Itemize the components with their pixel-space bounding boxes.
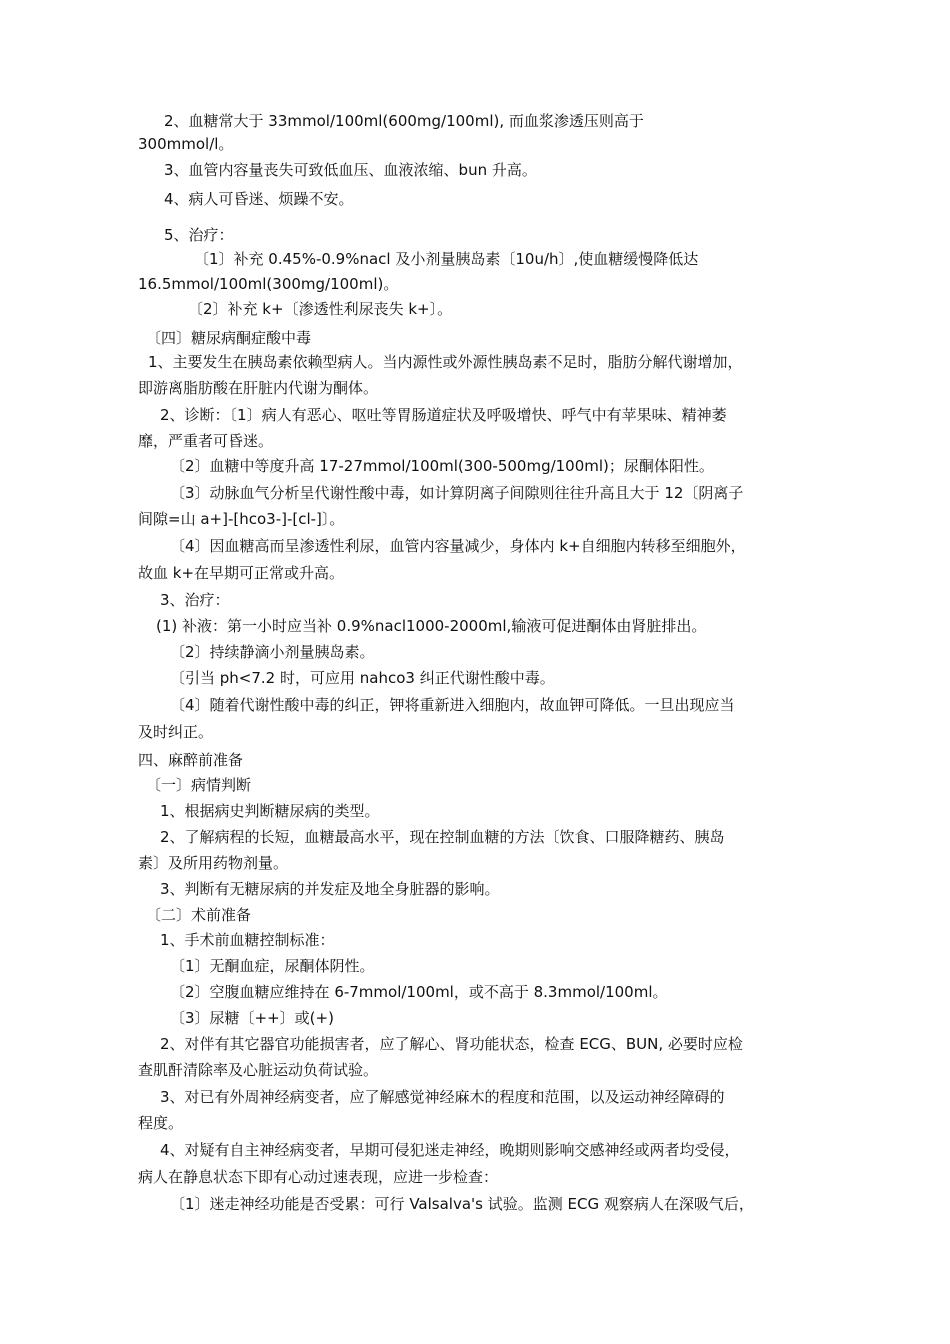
text-line: 2、血糖常大于 33mmol/100ml(600mg/100ml), 而血浆渗透压则高于 (164, 112, 644, 130)
text-line: 〔4〕因血糖高而呈渗透性利尿，血管内容量减少，身体内 k+自细胞内转移至细胞外， (170, 537, 746, 555)
text-line: 程度。 (138, 1114, 184, 1132)
text-line: 〔4〕随着代谢性酸中毒的纠正，钾将重新进入细胞内，故血钾可降低。一旦出现应当 (170, 696, 735, 714)
text-line: 〔2〕血糖中等度升高 17-27mmol/100ml(300-500mg/100ml)；尿酮体阳性。 (170, 457, 714, 475)
text-line: 1、根据病史判断糖尿病的类型。 (160, 802, 380, 820)
section-heading: 〔四〕糖尿病酮症酸中毒 (146, 329, 312, 347)
text-line: 即游离脂肪酸在肝脏内代谢为酮体。 (138, 379, 379, 397)
text-line: 3、血管内容量丧失可致低血压、血液浓缩、bun 升高。 (164, 161, 537, 179)
text-line: 3、判断有无糖尿病的并发症及地全身脏器的影响。 (160, 880, 500, 898)
text-line: 〔3〕动脉血气分析呈代谢性酸中毒，如计算阴离子间隙则往往升高且大于 12〔阴离子 (170, 484, 744, 502)
text-line: 4、病人可昏迷、烦躁不安。 (164, 190, 354, 208)
text-line: 300mmol/l。 (138, 135, 234, 153)
text-line: (1) 补液：第一小时应当补 0.9%nacl1000-2000ml,输液可促进酮体由肾脏排出。 (156, 617, 707, 635)
text-line: 素〕及所用药物剂量。 (138, 854, 289, 872)
section-heading: 〔二〕术前准备 (146, 906, 252, 924)
text-line: 查肌酐清除率及心脏运动负荷试验。 (138, 1061, 379, 1079)
text-line: 5、治疗： (164, 226, 234, 244)
text-line: 〔1〕迷走神经功能是否受累：可行 Valsalva's 试验。监测 ECG 观察病人在深吸气后， (170, 1195, 754, 1213)
text-line: 〔1〕补充 0.45%-0.9%nacl 及小剂量胰岛素〔10u/h〕,使血糖缓慢降低达 (194, 250, 699, 268)
text-line: 〔引当 ph<7.2 时，可应用 nahco3 纠正代谢性酸中毒。 (170, 669, 555, 687)
text-line: 故血 k+在早期可正常或升高。 (138, 564, 345, 582)
section-heading: 四、麻醉前准备 (138, 751, 244, 769)
text-line: 〔3〕尿糖〔++〕或(+) (170, 1009, 334, 1027)
text-line: 2、对伴有其它器官功能损害者，应了解心、肾功能状态，检查 ECG、BUN, 必要时应检 (160, 1035, 743, 1053)
text-line: 靡，严重者可昏迷。 (138, 432, 274, 450)
text-line: 1、手术前血糖控制标准： (160, 931, 335, 949)
text-line: 1、主要发生在胰岛素依赖型病人。当内源性或外源性胰岛素不足时，脂肪分解代谢增加， (148, 353, 743, 371)
text-line: 16.5mmol/100ml(300mg/100ml)。 (138, 275, 399, 293)
section-heading: 〔一〕病情判断 (146, 776, 252, 794)
text-line: 4、对疑有自主神经病变者，早期可侵犯迷走神经，晚期则影响交感神经或两者均受侵， (160, 1141, 740, 1159)
text-line: 及时纠正。 (138, 723, 214, 741)
text-line: 病人在静息状态下即有心动过速表现，应进一步检查： (138, 1168, 499, 1186)
text-line: 间隙=山 a+]-[hco3-]-[cl-]〕。 (138, 510, 345, 528)
text-line: 2、诊断：〔1〕病人有恶心、呕吐等胃肠道症状及呼吸增快、呼气中有苹果味、精神萎 (160, 406, 727, 424)
text-line: 3、治疗： (160, 591, 230, 609)
text-line: 〔2〕持续静滴小剂量胰岛素。 (170, 643, 375, 661)
text-line: 3、对已有外周神经病变者，应了解感觉神经麻木的程度和范围，以及运动神经障碍的 (160, 1088, 725, 1106)
text-line: 2、了解病程的长短，血糖最高水平，现在控制血糖的方法〔饮食、口服降糖药、胰岛 (160, 828, 725, 846)
text-line: 〔2〕空腹血糖应维持在 6-7mmol/100ml，或不高于 8.3mmol/100ml。 (170, 983, 668, 1001)
text-line: 〔2〕补充 k+〔渗透性利尿丧失 k+〕。 (188, 300, 453, 318)
text-line: 〔1〕无酮血症，尿酮体阴性。 (170, 957, 375, 975)
